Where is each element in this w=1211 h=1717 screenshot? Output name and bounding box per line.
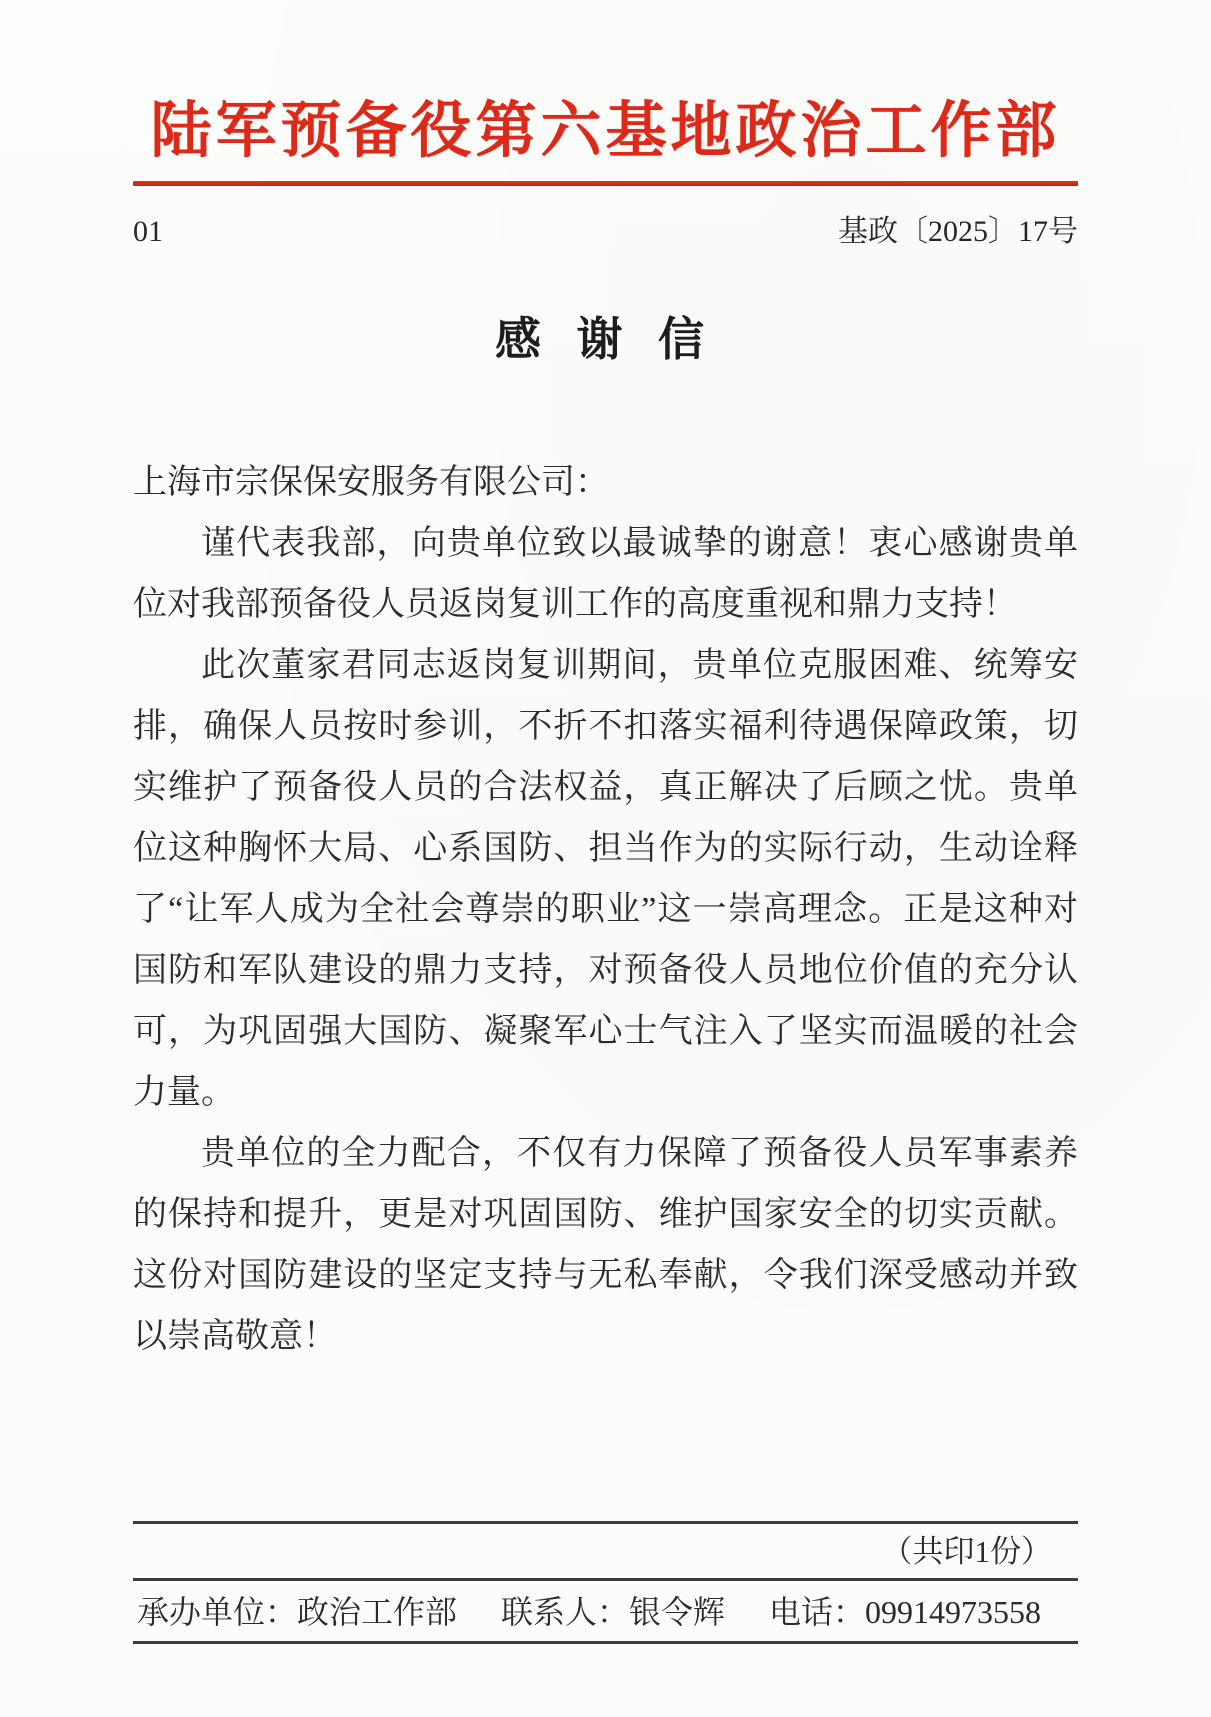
letter-title: 感 谢 信	[495, 314, 716, 366]
copies-note: （共印1份）	[881, 1534, 1052, 1570]
footer-phone: 电话：09914973558	[769, 1594, 1042, 1631]
document-number: 基政〔2025〕17号	[838, 215, 1078, 249]
footer-contact: 联系人：银令辉	[501, 1594, 726, 1631]
footer-divider-bottom	[133, 1641, 1078, 1644]
letterhead-org-name: 陆军预备役第六基地政治工作部	[150, 98, 1061, 165]
letter-body	[133, 452, 1078, 1367]
letter-footer	[133, 1521, 1078, 1644]
body-paragraph: 此次董家君同志返岗复训期间，贵单位克服困难、统筹安排，确保人员按时参训，不折不扣落实福利待遇保障政策，切实维护了预备役人员的合法权益，真正解决了后顾之忧。贵单位这种胸怀大局、心系国防、担当作为的实际行动，生动诠释了“让军人成为全社会尊崇的职业”这一崇高理念。正是这种对国防和军队建设的鼎力支持，对预备役人员地位价值的充分认可，为巩固强大国防、凝聚军心士气注入了坚实而温暖的社会力量。	[133, 647, 1078, 1112]
body-paragraph: 贵单位的全力配合，不仅有力保障了预备役人员军事素养的保持和提升，更是对巩固国防、维护国家安全的切实贡献。这份对国防建设的坚定支持与无私奉献，令我们深受感动并致以崇高敬意！	[133, 1135, 1078, 1356]
document-number-row	[133, 212, 1078, 252]
page-code: 01	[133, 215, 163, 249]
salutation: 上海市宗保保安服务有限公司：	[133, 464, 609, 502]
footer-organizer: 承办单位：政治工作部	[137, 1594, 458, 1631]
body-paragraph: 谨代表我部，向贵单位致以最诚挚的谢意！衷心感谢贵单位对我部预备役人员返岗复训工作的高度重视和鼎力支持！	[133, 525, 1078, 624]
footer-contact-row	[133, 1581, 1078, 1641]
letterhead-divider	[133, 181, 1078, 186]
